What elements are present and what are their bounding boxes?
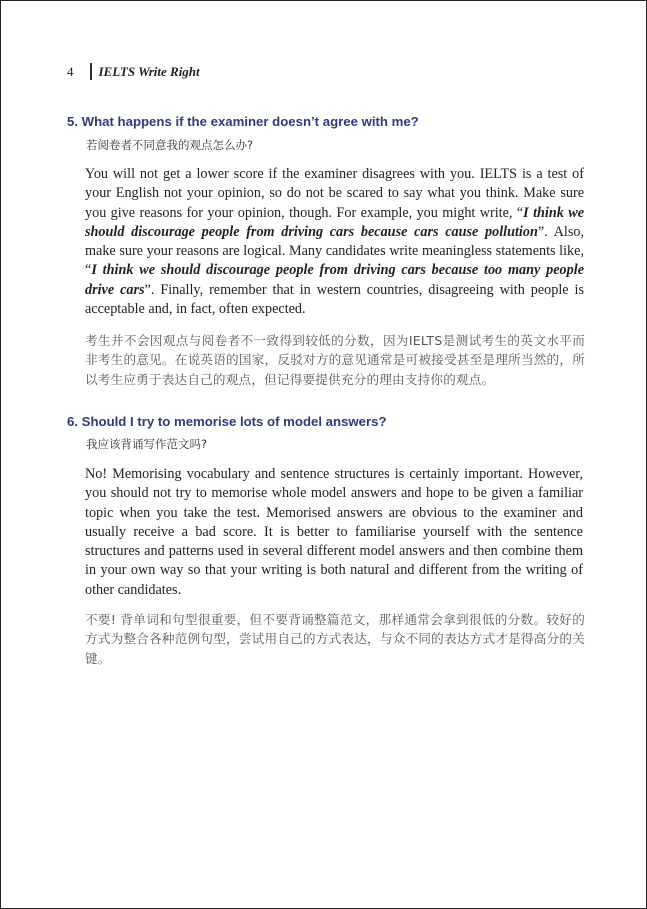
- question-5-subtitle: 若阅卷者不同意我的观点怎么办?: [86, 138, 254, 152]
- question-5-answer-zh: 考生并不会因观点与阅卷者不一致得到较低的分数，因为IELTS是测试考生的英文水平而非考生的意见。在说英语的国家，反驳对方的意见通常是可被接受甚至是理所当然的，所以考生应勇于表达自己的观点，但记得要提供充分的理由支持你的观点。: [85, 333, 585, 387]
- example-sentence-1: I think we should discourage people from driving cars because cars cause pollution: [85, 204, 584, 240]
- question-6-answer-zh: 不要! 背单词和句型很重要，但不要背诵整篇范文，那样通常会拿到很低的分数。较好的方式为整合各种范例句型，尝试用自己的方式表达，与众不同的表达方式才是得高分的关键。: [85, 612, 585, 666]
- running-header: [67, 63, 200, 80]
- question-5-answer: [85, 165, 584, 319]
- example-sentence-2: I think we should discourage people from driving cars because too many people drive cars: [85, 262, 584, 298]
- header-divider: [90, 63, 92, 80]
- question-5-title: 5. What happens if the examiner doesn’t agree with me?: [67, 114, 419, 129]
- answer-text: You will not get a lower score if the examiner disagrees with you. IELTS is a test of your English not your opinion, so do not be scared to say what you think. Make sure you give reasons for your opinion, though. For example, you might write, “: [85, 166, 584, 221]
- question-6-title: 6. Should I try to memorise lots of model answers?: [67, 414, 387, 429]
- answer-text: ”. Also, make sure your reasons are logical. Many candidates write meaningless statements like, “: [85, 223, 584, 279]
- answer-text: ”. Finally, remember that in western countries, disagreeing with people is acceptable and, in fact, often expected.: [85, 281, 584, 318]
- question-6-subtitle: 我应该背诵写作范文吗?: [86, 437, 208, 451]
- page-number: 4: [67, 63, 74, 79]
- question-6-answer: No! Memorising vocabulary and sentence structures is certainly important. However, you should not try to memorise whole model answers and hope to be given a familiar topic when you take the test. Memorised answers are obvious to the examiner and usually receive a bad score. It is better to familiarise yourself with the sentence structures and patterns used in several different model answers and then combine them in your own way so that your writing is both natural and different from the writing of other candidates.: [85, 466, 583, 598]
- book-title: IELTS Write Right: [98, 63, 200, 79]
